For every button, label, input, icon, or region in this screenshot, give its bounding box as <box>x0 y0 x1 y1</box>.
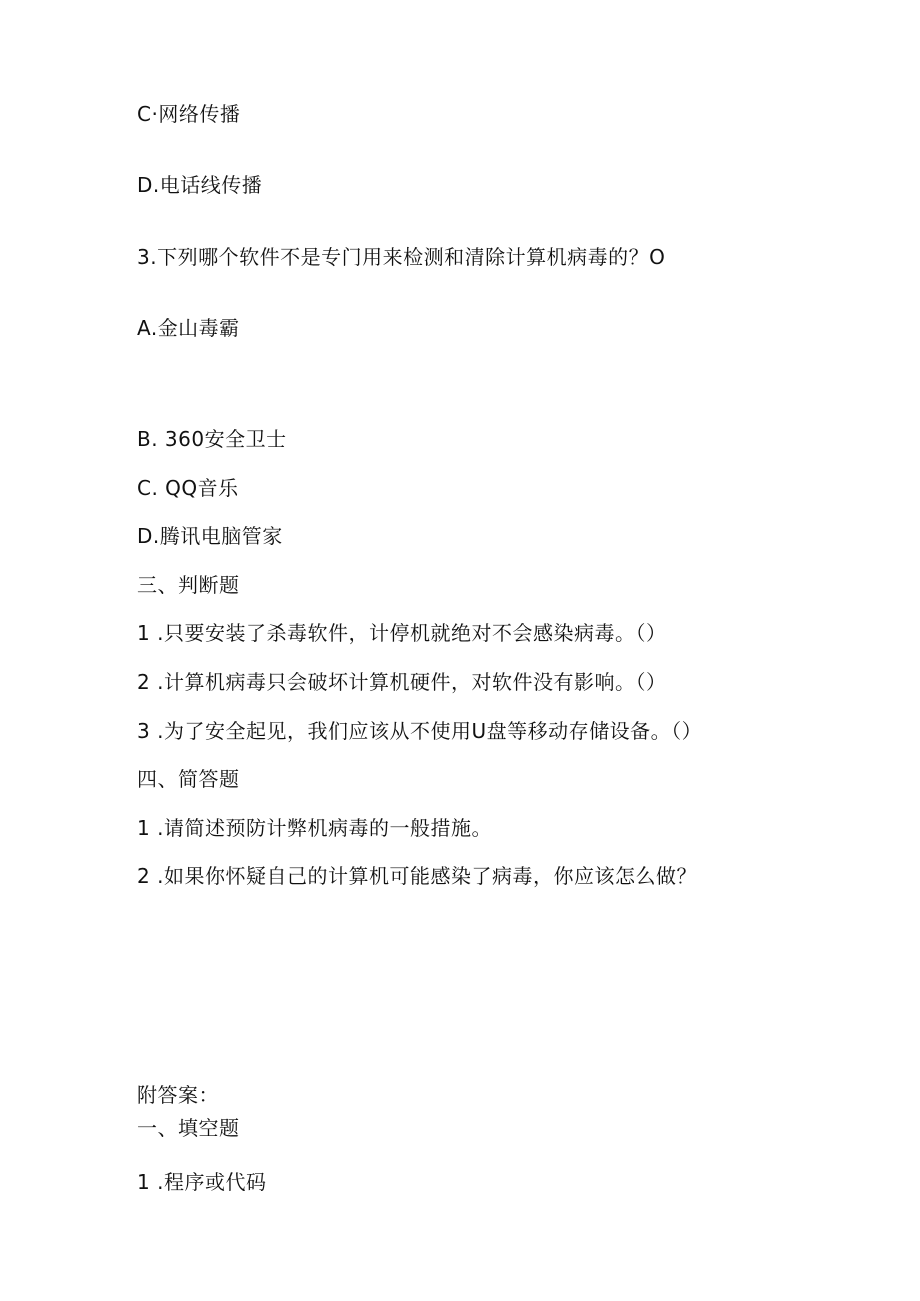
option-b: B. 360安全卫士 <box>137 427 287 451</box>
question-3: 3.下列哪个软件不是专门用来检测和清除计算机病毒的？O <box>137 245 666 269</box>
answer-1: 1 .程序或代码 <box>137 1170 267 1194</box>
section-fill-blank-heading: 一、填空题 <box>137 1116 240 1140</box>
option-c: C. QQ音乐 <box>137 476 239 500</box>
tf-question-1: 1 .只要安装了杀毒软件，计停机就绝对不会感染病毒。（） <box>137 621 667 645</box>
option-d: D.腾讯电脑管家 <box>137 524 283 548</box>
section-short-answer-heading: 四、简答题 <box>137 767 240 791</box>
option-d-phone-line: D.电话线传播 <box>137 173 263 197</box>
answer-key-heading: 附答案： <box>137 1083 219 1107</box>
section-true-false-heading: 三、判断题 <box>137 573 240 597</box>
tf-question-3: 3 .为了安全起见，我们应该从不使用U盘等移动存储设备。（） <box>137 719 703 743</box>
option-c-network: C·网络传播 <box>137 102 241 126</box>
short-question-1: 1 .请简述预防计弊机病毒的一般措施。 <box>137 816 492 840</box>
option-a: A.金山毒霸 <box>137 316 240 340</box>
tf-question-2: 2 .计算机病毒只会破坏计算机硬件，对软件没有影响。（） <box>137 670 667 694</box>
short-question-2: 2 .如果你怀疑自己的计算机可能感染了病毒，你应该怎么做？ <box>137 864 697 888</box>
